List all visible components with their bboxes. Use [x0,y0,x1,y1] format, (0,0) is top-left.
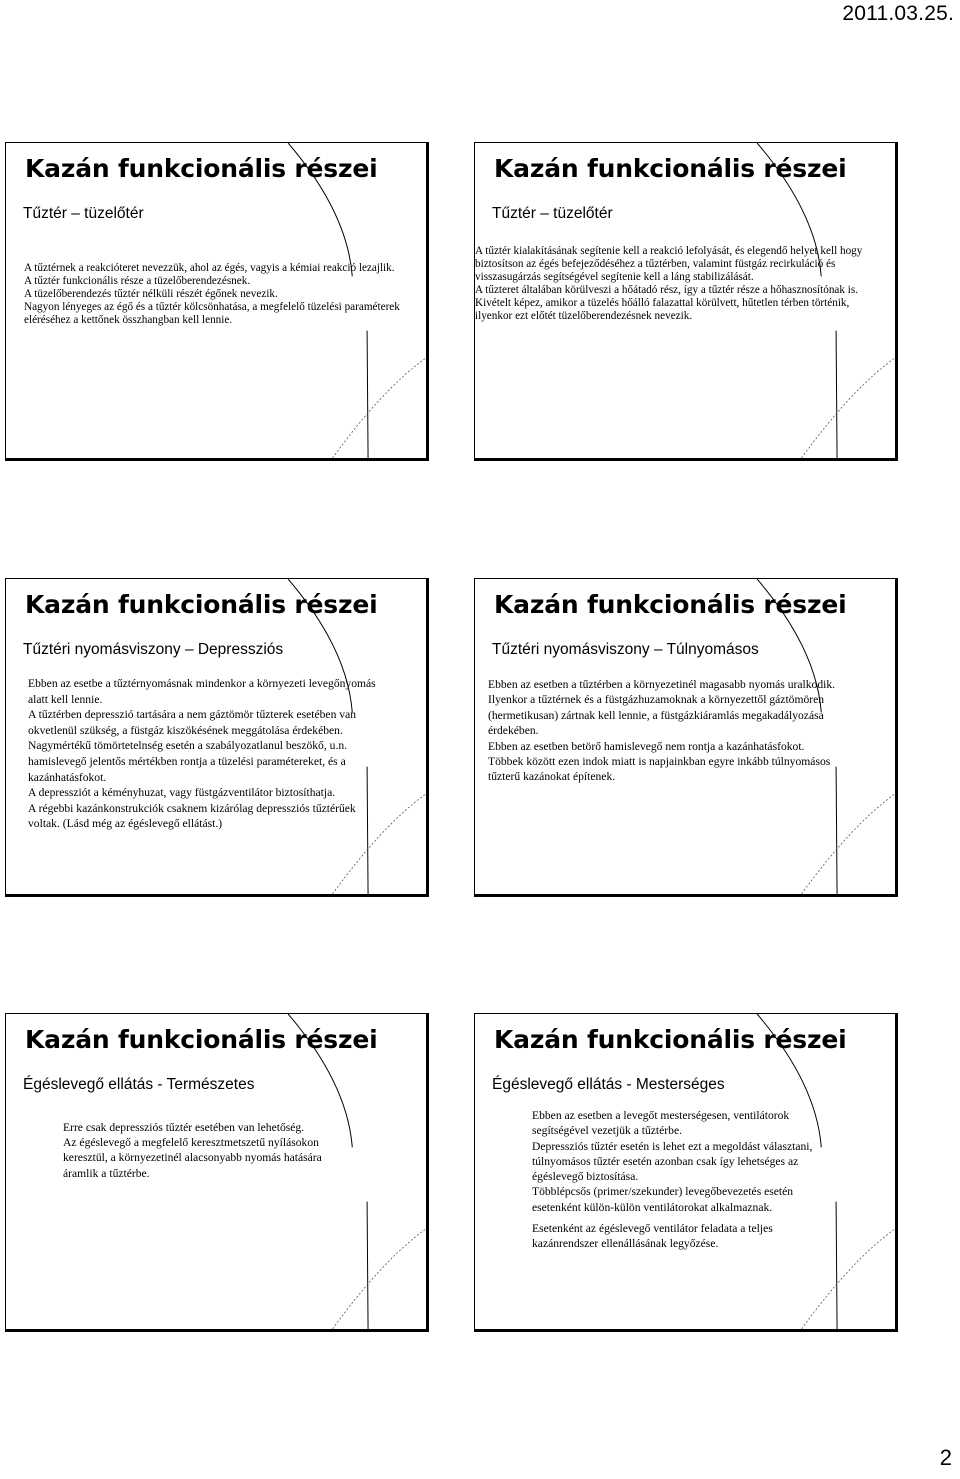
body-line: (hermetikusan) zártnak kell lennie, a füstgázkiáramlás megakadályozása [488,708,824,722]
body-line: esetenként külön-külön ventilátorokat alkalmaznak. [532,1200,773,1214]
body-line: kazánrendszer ellenállásának legyőzése. [532,1237,719,1251]
body-line: túlnyomásos tűztér esetén azonban csak így lehetséges az [532,1154,799,1168]
body-line: Esetenként az égéslevegő ventilátor feladata a teljes [532,1222,773,1236]
slide-3 [5,578,429,897]
slide-1 [5,142,429,461]
slide-6 [474,1013,898,1332]
slide-2 [474,142,898,461]
body-line: okvetlenül szükség, a füstgáz kiszökésének meggátolása érdekében. [28,723,343,737]
body-line: Ebben az esetben a tűztérben a környezetinél magasabb nyomás uralkodik. [488,678,836,691]
slide-5 [5,1013,429,1332]
slide-subtitle: Tűztér – tüzelőtér [492,205,613,222]
body-line: Ebben az esetben a levegőt mesterségesen, ventilátorok [532,1109,790,1122]
body-line: biztosítson az égés befejeződéséhez a tűztérben, valamint füstgáz recirkuláció és [475,258,836,271]
body-line: A tüzelőberendezés tűztér nélküli részét égőnek nevezik. [24,288,278,301]
body-line: voltak. (Lásd még az égéslevegő ellátást.) [28,817,223,831]
slide-title: Kazán funkcionális részei [25,154,378,183]
body-line: áramlik a tűztérbe. [63,1166,150,1180]
body-line: Többek között ezen indok miatt is napjainkban egyre inkább túlnyomásos [488,755,831,769]
body-line: keresztül, a környezetinél alacsonyabb nyomás hatására [63,1151,322,1165]
body-line: A tűztér funkcionális része a tüzelőberendezésnek. [24,275,251,288]
slide-body [28,676,376,832]
page-number: 2 [939,1445,952,1470]
body-line: A tűztér kialakításának segítenie kell a reakció lefolyását, és elegendő helyet kell hogy [475,245,863,257]
slide-subtitle: Égéslevegő ellátás - Természetes [23,1076,255,1093]
body-line: A tűzteret általában körülveszi a hőátadó rész, így a tűztér része a hőhasznosítónak is. [475,284,859,297]
slide-body [488,677,835,785]
body-line: égéslevegő biztosítása. [532,1170,639,1184]
page-date: 2011.03.25. [842,2,954,25]
body-line: eléréséhez a kettőnek összhangban kell lennie. [24,314,233,327]
slide-title: Kazán funkcionális részei [25,1025,378,1054]
slide-subtitle: Égéslevegő ellátás - Mesterséges [492,1076,725,1093]
body-line: hamislevegő jelentős mértékben rontja a tüzelési paramétereket, és a [28,754,346,768]
slide-body [63,1120,322,1181]
body-line: A depressziót a kéményhuzat, vagy füstgázventilátor biztosíthatja. [28,786,336,800]
body-line: A tűztérnek a reakcióteret nevezzük, ahol az égés, vagyis a kémiai reakció lezajlik. [24,262,395,274]
body-line: Kivételt képez, amikor a tüzelés hőálló falazattal körülvett, hűtetlen térben történik, [475,297,850,310]
body-line: visszasugárzás segítségével segítenie kell a láng stabilizálását. [475,271,754,284]
body-line: érdekében. [488,724,539,738]
body-line: A régebbi kazánkonstrukciók csaknem kizárólag depressziós tűztérűek [28,801,356,815]
body-line: Nagymértékű tömörtetelnség esetén a szabályozatlanul beszökő, u.n. [28,739,348,753]
body-line: segítségével vezetjük a tűztérbe. [532,1124,683,1138]
slide-title: Kazán funkcionális részei [494,154,847,183]
slide-title: Kazán funkcionális részei [494,1025,847,1054]
slide-4 [474,578,898,897]
body-line: ilyenkor ezt előtét tüzelőberendezésnek nevezik. [475,310,693,323]
body-line: Ilyenkor a tűztérnek és a füstgázhuzamoknak a környezettől gáztömören [488,693,825,707]
slide-title: Kazán funkcionális részei [494,590,847,619]
slide-subtitle: Tűztér – tüzelőtér [23,205,144,222]
slide-title: Kazán funkcionális részei [25,590,378,619]
slide-body [475,245,862,324]
body-line: A tűztérben depresszió tartására a nem gáztömör tűzterek esetében van [28,708,357,722]
body-line: Ebben az esetbe a tűztérnyomásnak mindenkor a környezeti levegőnyomás [28,677,376,690]
body-line: Nagyon lényeges az égő és a tűztér kölcsönhatása, a megfelelő tüzelési paraméterek [24,301,400,314]
slide-subtitle: Tűztéri nyomásviszony – Depressziós [23,641,284,658]
slide-body [24,262,400,327]
body-line: Erre csak depressziós tűztér esetében van lehetőség. [63,1121,305,1134]
body-line: Többlépcsős (primer/szekunder) levegőbevezetés esetén [532,1185,794,1199]
body-line: alatt kell lennie. [28,692,103,706]
slide-subtitle: Tűztéri nyomásviszony – Túlnyomásos [492,641,759,658]
body-line: Depressziós tűztér esetén is lehet ezt a megoldást választani, [532,1139,813,1153]
body-line: tűzterű kazánokat építenek. [488,770,616,784]
body-line: kazánhatásfokot. [28,770,107,784]
body-line: Az égéslevegő a megfelelő keresztmetszetű nyílásokon [63,1136,319,1150]
body-line: Ebben az esetben betörő hamislevegő nem rontja a kazánhatásfokot. [488,739,805,753]
slide-body [532,1108,812,1252]
